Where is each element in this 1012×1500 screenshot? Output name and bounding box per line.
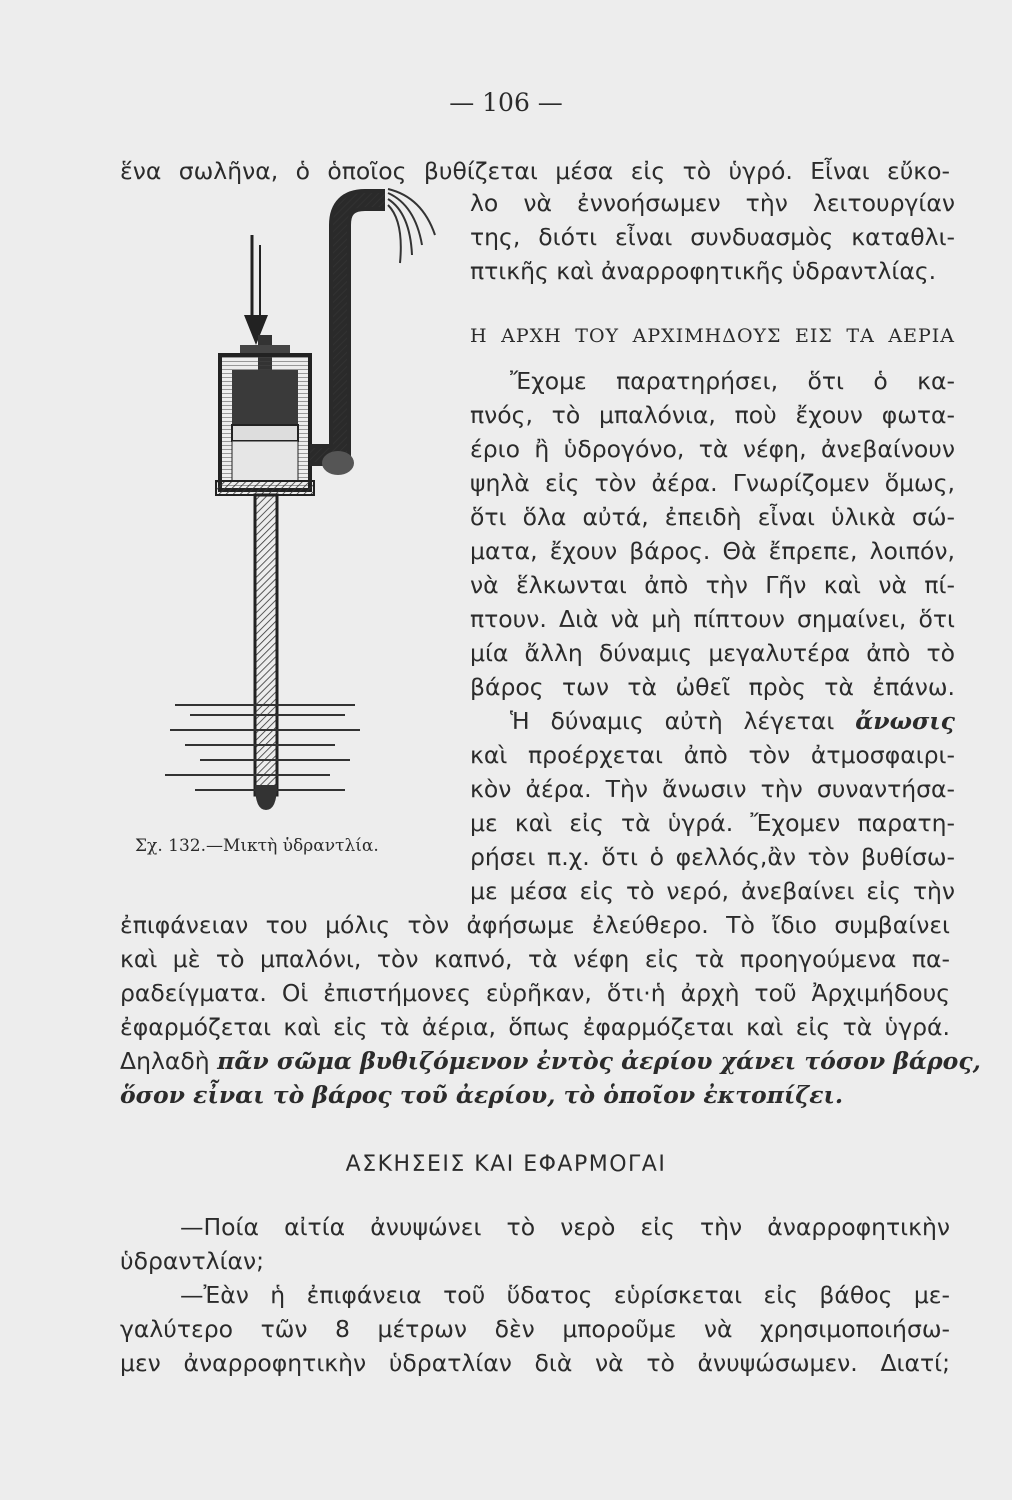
paragraph-line: ραδείγματα. Οἱ ἐπιστήμονες εὑρῆκαν, ὅτι·ἡ ἀρχὴ τοῦ Ἀρχιμήδους xyxy=(120,979,950,1007)
paragraph-line: πτουν. Διὰ νὰ μὴ πίπτουν σημαίνει, ὅτι xyxy=(470,605,955,633)
paragraph-line: ἐπιφάνειαν του μόλις τὸν ἀφήσωμε ἐλεύθερο. Τὸ ἴδιο συμβαίνει xyxy=(120,911,950,939)
paragraph-line: ἐφαρμόζεται καὶ εἰς τὰ ἀέρια, ὅπως ἐφαρμόζεται καὶ εἰς τὰ ὑγρά. xyxy=(120,1013,950,1041)
paragraph-line: ὅτι ὅλα αὐτά, ἐπειδὴ εἶναι ὑλικὰ σώ- xyxy=(470,503,955,531)
paragraph-line xyxy=(120,1078,843,1112)
paragraph-line: καὶ μὲ τὸ μπαλόνι, τὸν καπνό, τὰ νέφη εἰς τὰ προηγούμενα πα- xyxy=(120,945,950,973)
section-heading: Η ΑΡΧΗ ΤΟΥ ΑΡΧΙΜΗΔΟΥΣ ΕΙΣ ΤΑ ΑΕΡΙΑ xyxy=(470,325,955,347)
page-number: — 106 — xyxy=(449,88,563,117)
exercise-line: μεν ἀναρροφητικὴν ὑδρατλίαν διὰ νὰ τὸ ἀνυψώσωμεν. Διατί; xyxy=(120,1349,950,1377)
paragraph-text: Δηλαδὴ xyxy=(120,1047,210,1075)
paragraph-line: βάρος των τὰ ὠθεῖ πρὸς τὰ ἐπάνω. xyxy=(470,673,955,701)
exercise-line: γαλύτερο τῶν 8 μέτρων δὲν μποροῦμε νὰ χρησιμοποιήσω- xyxy=(120,1315,950,1343)
exercise-line: ὑδραντλίαν; xyxy=(120,1247,265,1275)
mixed-pump-illustration xyxy=(160,185,460,830)
paragraph-line xyxy=(470,704,955,738)
archimedes-law: ὅσον εἶναι τὸ βάρος τοῦ ἀερίου, τὸ ὁποῖον ἐκτοπίζει. xyxy=(120,1081,844,1109)
paragraph-line: κὸν ἀέρα. Τὴν ἄνωσιν τὴν συναντήσα- xyxy=(470,775,955,803)
paragraph-line: μία ἄλλη δύναμις μεγαλυτέρα ἀπὸ τὸ xyxy=(470,639,955,667)
paragraph-line: έριο ἢ ὑδρογόνο, τὰ νέφη, ἀνεβαίνουν xyxy=(470,435,955,463)
exercise-line: —Ποία αἰτία ἀνυψώνει τὸ νερὸ εἰς τὴν ἀναρροφητικὴν xyxy=(180,1213,950,1241)
paragraph-line: νὰ ἕλκωνται ἀπὸ τὴν Γῆν καὶ νὰ πί- xyxy=(470,571,955,599)
term-anosis: ἄνωσις xyxy=(855,707,955,735)
figure-caption: Σχ. 132.—Μικτὴ ὑδραντλία. xyxy=(135,836,379,856)
paragraph-line: ψηλὰ εἰς τὸν ἀέρα. Γνωρίζομεν ὅμως, xyxy=(470,469,955,497)
paragraph-line: με καὶ εἰς τὰ ὑγρά. Ἔχομεν παρατη- xyxy=(470,809,955,837)
archimedes-law: πᾶν σῶμα βυθιζόμενον ἐντὸς ἀερίου χάνει τόσον βάρος, xyxy=(217,1047,981,1075)
paragraph-line xyxy=(120,1044,981,1078)
paragraph-line: καὶ προέρχεται ἀπὸ τὸν ἀτμοσφαιρι- xyxy=(470,741,955,769)
paragraph-line: ρήσει π.χ. ὅτι ὁ φελλός,ἂν τὸν βυθίσω- xyxy=(470,843,955,871)
column-line: λο νὰ ἐννοήσωμεν τὴν λειτουργίαν xyxy=(470,189,955,217)
paragraph-line: με μέσα εἰς τὸ νερό, ἀνεβαίνει εἰς τὴν xyxy=(470,877,955,905)
exercises-title: ΑΣΚΗΣΕΙΣ ΚΑΙ ΕΦΑΡΜΟΓΑΙ xyxy=(345,1152,667,1177)
column-line: της, διότι εἶναι συνδυασμὸς καταθλι- xyxy=(470,223,955,251)
paragraph-text: Ἡ δύναμις αὐτὴ λέγεται xyxy=(510,707,835,735)
intro-line: ἕνα σωλῆνα, ὁ ὁποῖος βυθίζεται μέσα εἰς τὸ ὑγρό. Εἶναι εὔκο- xyxy=(120,157,950,185)
column-line: πτικῆς καὶ ἀναρροφητικῆς ὑδραντλίας. xyxy=(470,257,937,285)
exercise-line: —Ἐὰν ἡ ἐπιφάνεια τοῦ ὕδατος εὑρίσκεται εἰς βάθος με- xyxy=(180,1281,950,1309)
paragraph-line: Ἔχομε παρατηρήσει, ὅτι ὁ κα- xyxy=(510,367,955,395)
paragraph-line: ματα, ἔχουν βάρος. Θὰ ἔπρεπε, λοιπόν, xyxy=(470,537,955,565)
paragraph-line: πνός, τὸ μπαλόνια, ποὺ ἔχουν φωτα- xyxy=(470,401,955,429)
